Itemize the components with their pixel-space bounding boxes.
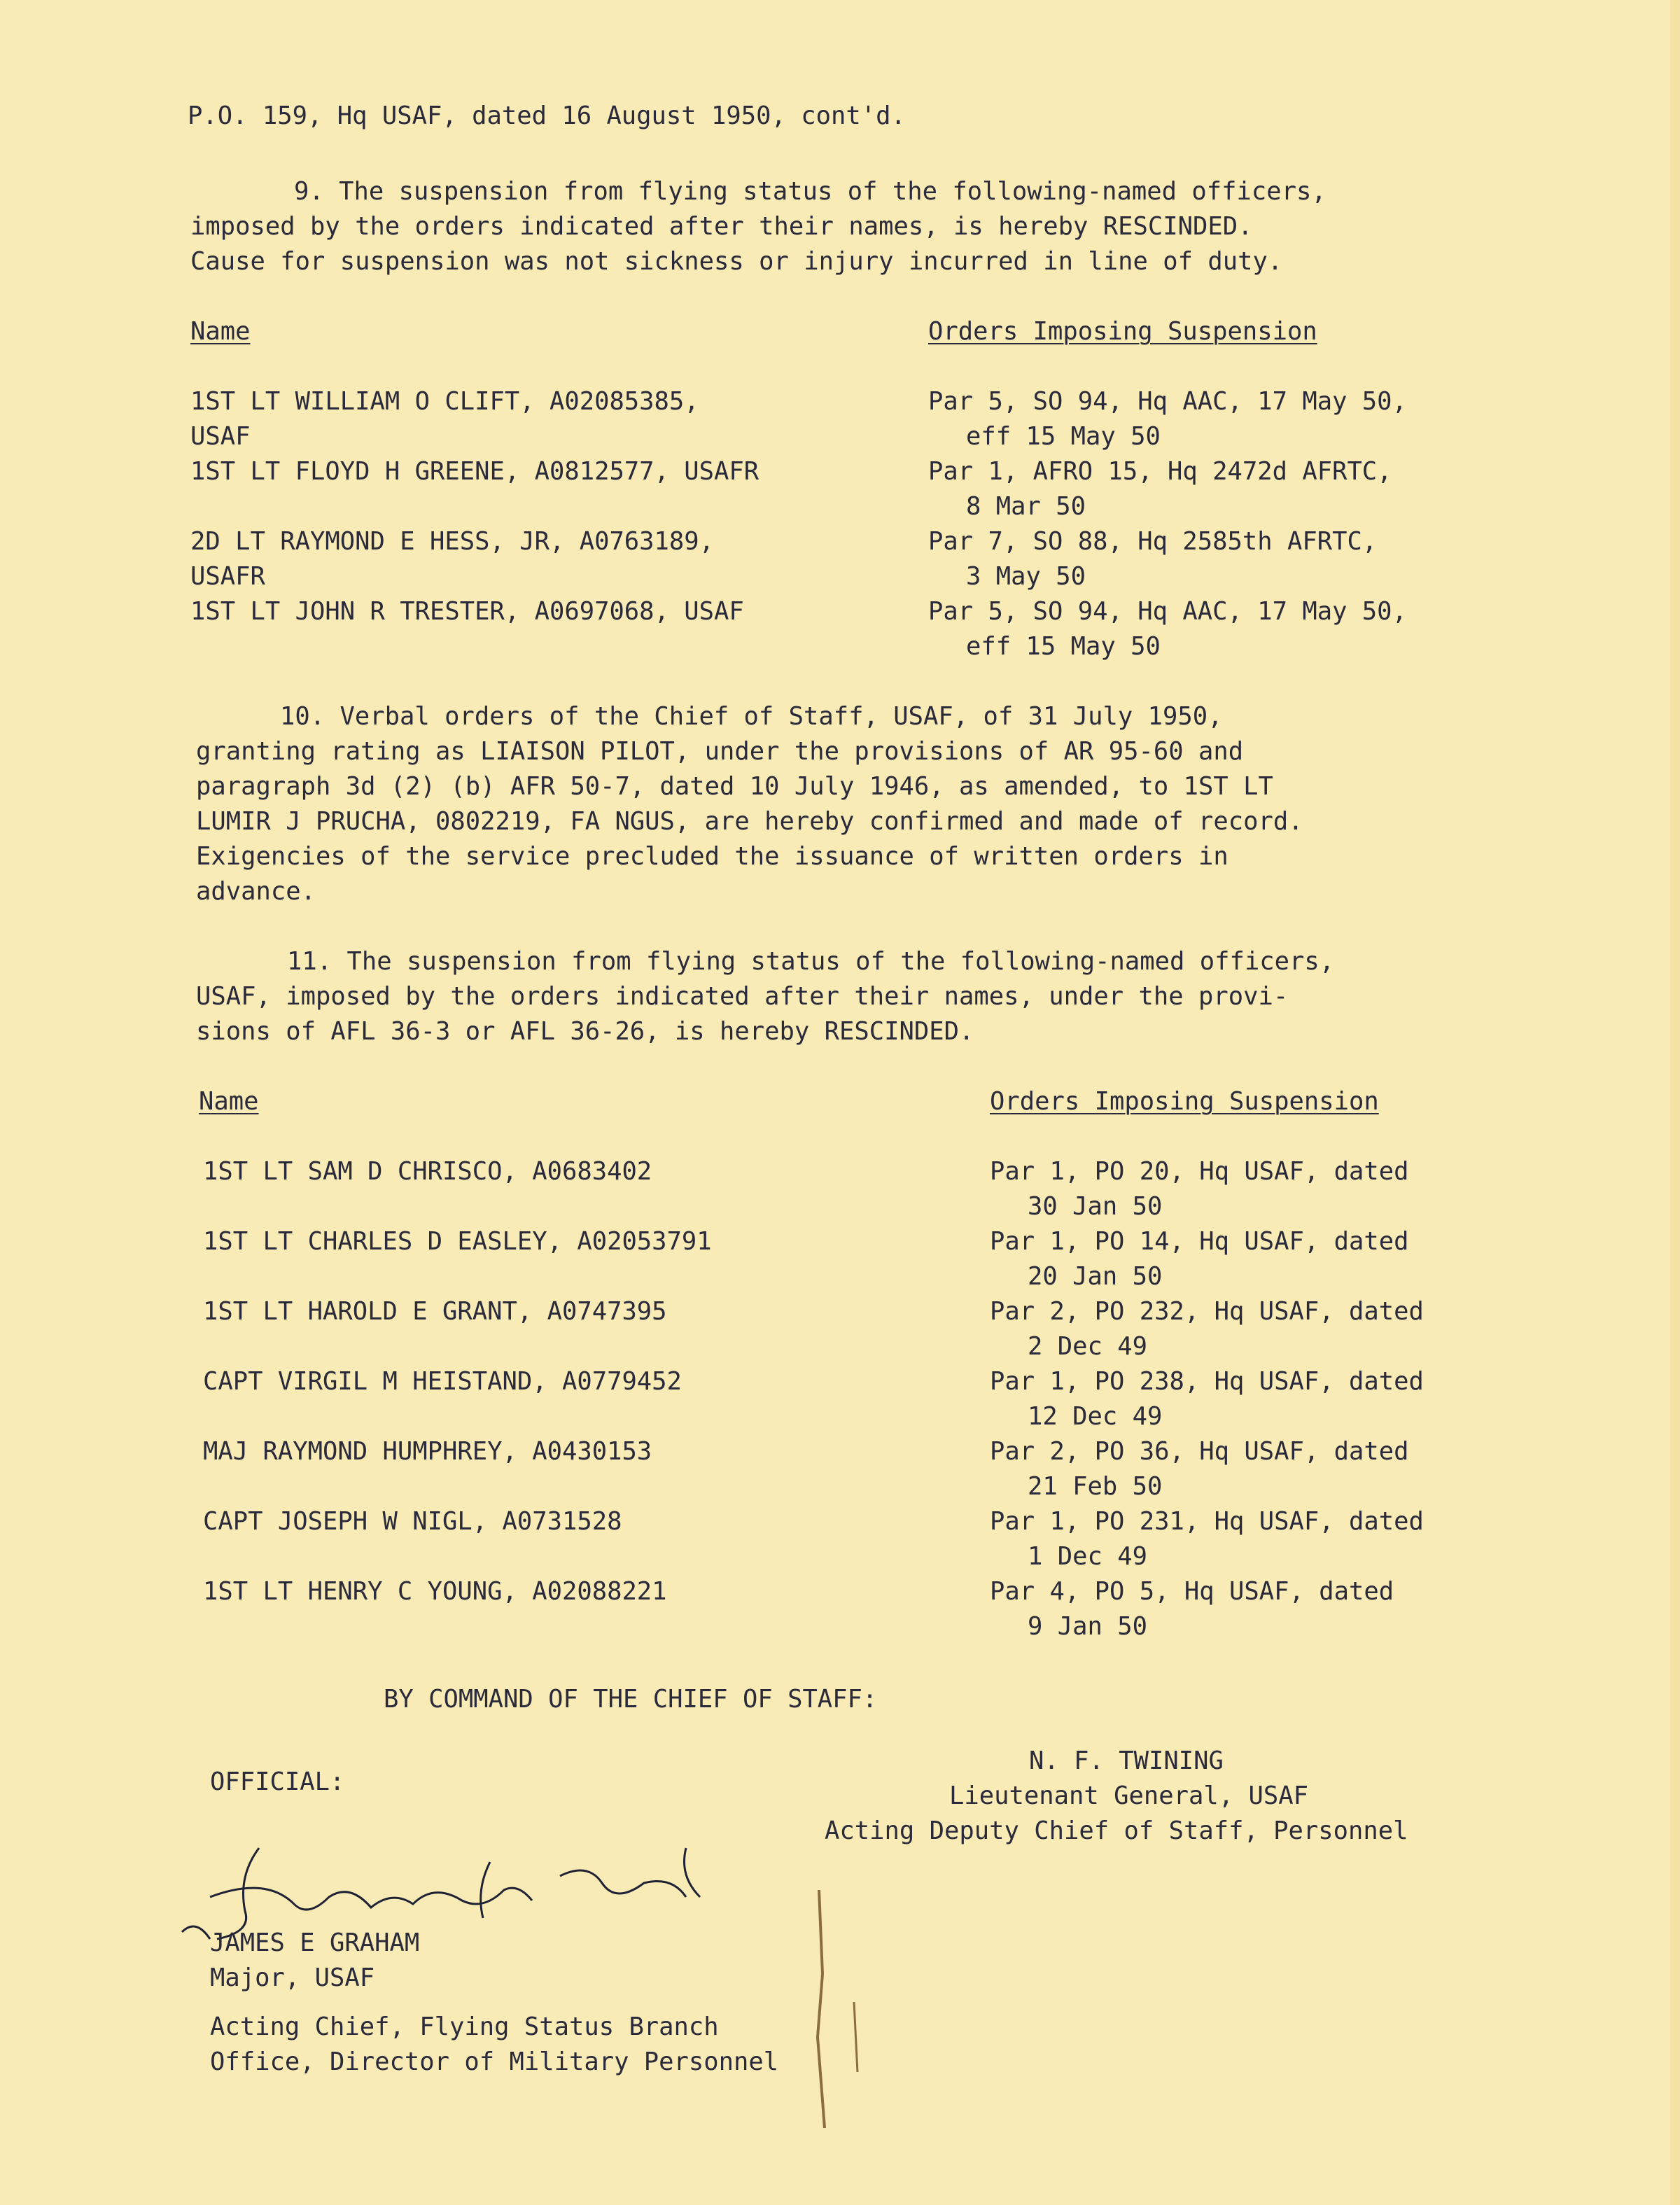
command-line: BY COMMAND OF THE CHIEF OF STAFF: xyxy=(384,1685,878,1714)
official-title-1: Acting Chief, Flying Status Branch xyxy=(210,2012,719,2041)
table11-row7-orders-cont: 9 Jan 50 xyxy=(1028,1612,1147,1641)
table11-row5-orders: Par 2, PO 36, Hq USAF, dated xyxy=(990,1437,1409,1466)
table9-name-header: Name xyxy=(190,317,251,346)
table9-orders-header: Orders Imposing Suspension xyxy=(928,317,1317,346)
paper-crease-mark xyxy=(805,1890,875,2128)
para10-line-4: LUMIR J PRUCHA, 0802219, FA NGUS, are hereby confirmed and made of record. xyxy=(196,807,1303,836)
para11-line-2: USAF, imposed by the orders indicated after their names, under the provi- xyxy=(196,982,1289,1011)
page-header: P.O. 159, Hq USAF, dated 16 August 1950, cont'd. xyxy=(188,102,906,130)
para10-line-2: granting rating as LIAISON PILOT, under the provisions of AR 95-60 and xyxy=(196,737,1244,766)
table11-row6-orders-cont: 1 Dec 49 xyxy=(1028,1542,1147,1571)
table9-row3-orders: Par 7, SO 88, Hq 2585th AFRTC, xyxy=(928,527,1378,556)
table11-row5-orders-cont: 21 Feb 50 xyxy=(1028,1472,1163,1501)
table11-row3-orders-cont: 2 Dec 49 xyxy=(1028,1332,1147,1361)
table11-row1-orders: Par 1, PO 20, Hq USAF, dated xyxy=(990,1157,1409,1186)
para9-line-1: 9. The suspension from flying status of the following-named officers, xyxy=(294,177,1326,206)
table9-row2-name: 1ST LT FLOYD H GREENE, A0812577, USAFR xyxy=(190,457,760,486)
table11-row1-orders-cont: 30 Jan 50 xyxy=(1028,1192,1163,1221)
para10-line-1: 10. Verbal orders of the Chief of Staff, USAF, of 31 July 1950, xyxy=(280,702,1223,731)
table11-row2-name: 1ST LT CHARLES D EASLEY, A02053791 xyxy=(203,1227,712,1256)
table11-row6-orders: Par 1, PO 231, Hq USAF, dated xyxy=(990,1507,1424,1536)
signer-title: Acting Deputy Chief of Staff, Personnel xyxy=(825,1816,1408,1845)
para11-line-3: sions of AFL 36-3 or AFL 36-26, is hereby RESCINDED. xyxy=(196,1017,974,1046)
para10-line-3: paragraph 3d (2) (b) AFR 50-7, dated 10 July 1946, as amended, to 1ST LT xyxy=(196,772,1273,801)
table11-row6-name: CAPT JOSEPH W NIGL, A0731528 xyxy=(203,1507,622,1536)
table11-row7-name: 1ST LT HENRY C YOUNG, A02088221 xyxy=(203,1577,667,1606)
table11-row4-orders-cont: 12 Dec 49 xyxy=(1028,1402,1163,1431)
table11-row3-name: 1ST LT HAROLD E GRANT, A0747395 xyxy=(203,1297,667,1326)
official-rank: Major, USAF xyxy=(210,1963,375,1992)
table9-row1-orders: Par 5, SO 94, Hq AAC, 17 May 50, xyxy=(928,387,1407,416)
table9-row4-orders-cont: eff 15 May 50 xyxy=(966,632,1161,661)
table9-row4-name: 1ST LT JOHN R TRESTER, A0697068, USAF xyxy=(190,597,744,626)
table9-row3-name-cont: USAFR xyxy=(190,562,265,591)
table11-row4-name: CAPT VIRGIL M HEISTAND, A0779452 xyxy=(203,1367,682,1396)
table11-row4-orders: Par 1, PO 238, Hq USAF, dated xyxy=(990,1367,1424,1396)
para9-line-2: imposed by the orders indicated after their names, is hereby RESCINDED. xyxy=(190,212,1253,241)
table11-orders-header: Orders Imposing Suspension xyxy=(990,1087,1379,1116)
para11-line-1: 11. The suspension from flying status of the following-named officers, xyxy=(287,947,1335,976)
table11-row3-orders: Par 2, PO 232, Hq USAF, dated xyxy=(990,1297,1424,1326)
table9-row4-orders: Par 5, SO 94, Hq AAC, 17 May 50, xyxy=(928,597,1407,626)
official-name: JAMES E GRAHAM xyxy=(210,1928,420,1957)
table9-row1-name: 1ST LT WILLIAM O CLIFT, A02085385, xyxy=(190,387,699,416)
official-title-2: Office, Director of Military Personnel xyxy=(210,2047,779,2076)
page-edge xyxy=(1670,0,1680,2205)
table9-row3-name: 2D LT RAYMOND E HESS, JR, A0763189, xyxy=(190,527,715,556)
para9-line-3: Cause for suspension was not sickness or injury incurred in line of duty. xyxy=(190,247,1283,276)
para10-line-6: advance. xyxy=(196,877,316,906)
table9-row2-orders: Par 1, AFRO 15, Hq 2472d AFRTC, xyxy=(928,457,1392,486)
table11-row2-orders: Par 1, PO 14, Hq USAF, dated xyxy=(990,1227,1409,1256)
table9-row1-orders-cont: eff 15 May 50 xyxy=(966,422,1161,451)
table9-row1-name-cont: USAF xyxy=(190,422,251,451)
table11-row1-name: 1ST LT SAM D CHRISCO, A0683402 xyxy=(203,1157,652,1186)
signer-rank: Lieutenant General, USAF xyxy=(949,1782,1308,1810)
table9-row3-orders-cont: 3 May 50 xyxy=(966,562,1086,591)
table11-row7-orders: Par 4, PO 5, Hq USAF, dated xyxy=(990,1577,1394,1606)
table11-row5-name: MAJ RAYMOND HUMPHREY, A0430153 xyxy=(203,1437,652,1466)
table11-row2-orders-cont: 20 Jan 50 xyxy=(1028,1262,1163,1291)
table11-name-header: Name xyxy=(199,1087,259,1116)
table9-row2-orders-cont: 8 Mar 50 xyxy=(966,492,1086,521)
signer-name: N. F. TWINING xyxy=(1029,1746,1224,1775)
official-label: OFFICIAL: xyxy=(210,1768,345,1796)
para10-line-5: Exigencies of the service precluded the issuance of written orders in xyxy=(196,842,1228,871)
